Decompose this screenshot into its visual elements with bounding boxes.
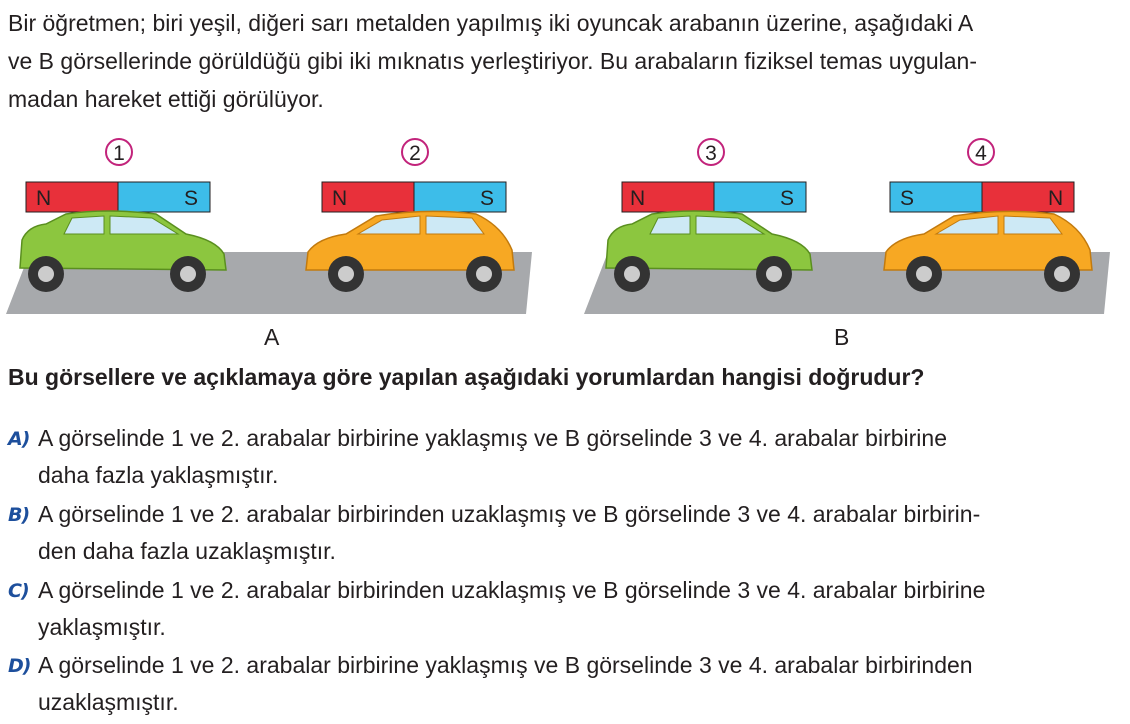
option-letter: A) — [8, 428, 30, 450]
magnet-2-right-pole: S — [480, 187, 495, 210]
intro-line: Bir öğretmen; biri yeşil, diğeri sarı metalden yapılmış iki oyuncak arabanın üzerine, aşağıdaki A — [8, 10, 974, 36]
option-line: uzaklaşmıştır. — [38, 689, 179, 715]
question-stem: Bu görsellere ve açıklamaya göre yapılan aşağıdaki yorumlardan hangisi doğrudur? — [8, 364, 925, 390]
option-letter: D) — [8, 655, 31, 677]
intro-line: madan hareket ettiği görülüyor. — [8, 86, 324, 112]
scene-b-illustration — [584, 130, 1110, 320]
intro-line: ve B görsellerinde görüldüğü gibi iki mıknatıs yerleştiriyor. Bu arabaların fiziksel temas uygulan- — [8, 48, 978, 74]
car-number-4: 4 — [975, 142, 987, 165]
option-line: A görselinde 1 ve 2. arabalar birbirine yaklaşmış ve B görselinde 3 ve 4. arabalar birbirine — [38, 425, 947, 451]
magnet-3-left-pole: N — [630, 187, 646, 210]
option-letter: B) — [8, 504, 30, 526]
magnet-3-right-pole: S — [780, 187, 795, 210]
option-c[interactable] — [8, 572, 1123, 646]
option-line: den daha fazla uzaklaşmıştır. — [38, 538, 336, 564]
option-b[interactable] — [8, 496, 1123, 570]
car-number-2: 2 — [409, 142, 421, 165]
option-text — [38, 496, 1123, 570]
scene-a-label: A — [264, 324, 280, 350]
car-number-1: 1 — [113, 142, 125, 165]
scene-a-illustration — [6, 130, 532, 320]
magnet-2-left-pole: N — [332, 187, 348, 210]
magnet-1-right-pole: S — [184, 187, 199, 210]
option-line: daha fazla yaklaşmıştır. — [38, 462, 279, 488]
magnet-1-left-pole: N — [36, 187, 52, 210]
magnet-4-left-pole: S — [900, 187, 915, 210]
option-text — [38, 647, 1123, 721]
intro-paragraph — [8, 4, 1123, 118]
car-number-3: 3 — [705, 142, 717, 165]
magnet-4-right-pole: N — [1048, 187, 1064, 210]
option-letter: C) — [8, 580, 29, 602]
option-line: yaklaşmıştır. — [38, 614, 166, 640]
option-d[interactable] — [8, 647, 1123, 721]
option-text — [38, 420, 1123, 494]
scene-b-label: B — [834, 324, 850, 350]
option-line: A görselinde 1 ve 2. arabalar birbirinden uzaklaşmış ve B görselinde 3 ve 4. arabalar birbirine — [38, 577, 986, 603]
option-line: A görselinde 1 ve 2. arabalar birbirine yaklaşmış ve B görselinde 3 ve 4. arabalar birbirinden — [38, 652, 973, 678]
option-text — [38, 572, 1123, 646]
option-line: A görselinde 1 ve 2. arabalar birbirinden uzaklaşmış ve B görselinde 3 ve 4. arabalar birbirin- — [38, 501, 981, 527]
option-a[interactable] — [8, 420, 1123, 494]
